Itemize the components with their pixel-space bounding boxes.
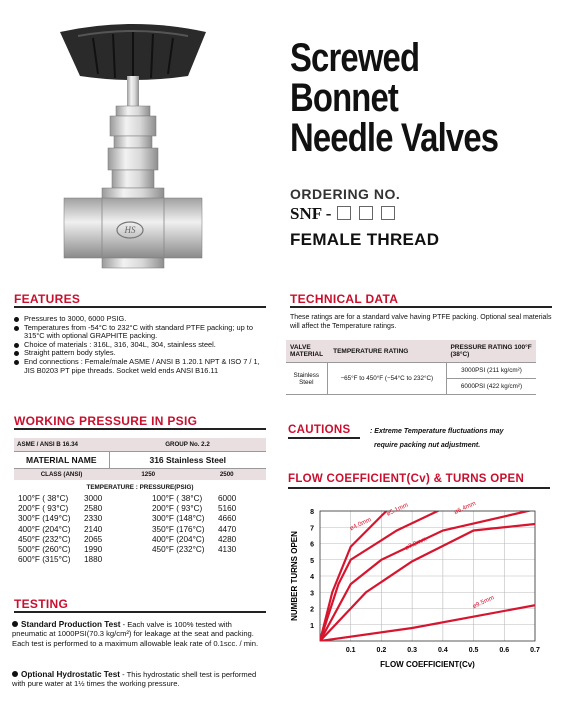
pressure-value: 2140 (84, 524, 103, 534)
testing-hydrostatic-text: - This hydrostatic shell test is performed with pure water at 1½ times the working pressure. (12, 670, 257, 689)
pressure-row (152, 514, 272, 524)
pressure-value: 1880 (84, 555, 103, 565)
pressure-value: 4470 (218, 524, 237, 534)
pressure-value: 6000 (218, 494, 237, 503)
testing-divider (14, 611, 266, 613)
pressure-row (18, 545, 138, 555)
series-label: ø4.0mm (348, 516, 373, 533)
pressure-temp: 100°F ( 38°C) (152, 494, 203, 503)
working-class-label: CLASS (ANSI) (40, 471, 83, 478)
valve-logo: HS (124, 225, 136, 235)
working-divider (14, 428, 266, 430)
y-tick-label: 2 (310, 606, 314, 614)
pressure-temp: 450°F (232°C) (18, 534, 71, 544)
title-line-2: Bonnet (290, 76, 399, 120)
pressure-temp: 300°F (149°C) (18, 514, 71, 524)
tech-col-material: VALVE MATERIAL (290, 344, 324, 358)
working-group: GROUP No. 2.2 (165, 441, 210, 448)
pressure-value: 5160 (218, 504, 237, 514)
pressure-row (18, 535, 138, 545)
pressure-row (18, 504, 138, 514)
y-tick-label: 5 (310, 557, 314, 565)
pressure-row (18, 514, 138, 524)
x-tick-label: 0.2 (376, 647, 387, 654)
feature-item: End connections : Female/male ASME / ANSI B 1.20.1 NPT & ISO 7 / 1, JIS B0203 PT pipe threads. Socket weld ends ANSI B16.11 (14, 358, 270, 375)
feature-item: Choice of materials : 316L, 316, 304L, 304, stainless steel. (14, 341, 270, 350)
y-axis-label: NUMBER TURNS OPEN (290, 531, 299, 621)
testing-heading: TESTING (14, 597, 69, 611)
features-heading: FEATURES (14, 292, 81, 306)
flow-chart (285, 495, 555, 675)
x-tick-label: 0.3 (407, 647, 418, 654)
tech-material: Stainless Steel (286, 363, 327, 395)
ordering-box-3 (381, 206, 395, 220)
y-tick-label: 7 (310, 525, 314, 533)
features-divider (14, 306, 266, 308)
feature-item: Temperatures from -54°C to 232°C with standard PTFE packing; up to 315°C with optional GRAPHITE packing. (14, 324, 270, 341)
pressure-temp: 200°F ( 93°C) (18, 504, 69, 514)
technical-heading: TECHNICAL DATA (290, 292, 399, 306)
pressure-value: 3000 (84, 494, 103, 503)
working-temp-header: TEMPERATURE : PRESSURE(PSIG) (86, 484, 194, 491)
pressure-value: 4130 (218, 545, 237, 555)
x-tick-label: 0.7 (530, 647, 540, 654)
pressure-temp: 350°F (176°C) (152, 524, 205, 534)
y-tick-label: 8 (310, 509, 314, 516)
series-line (320, 605, 535, 641)
ordering-label: ORDERING NO. (290, 186, 401, 202)
working-class-2: 2500 (219, 471, 234, 478)
pressure-row (18, 494, 138, 504)
pressure-temp: 400°F (204°C) (152, 534, 205, 544)
pressure-temp: 300°F (148°C) (152, 514, 205, 524)
y-tick-label: 3 (310, 590, 314, 598)
valve-illustration (38, 18, 228, 278)
pressure-row (18, 525, 138, 535)
title-line-3: Needle Valves (290, 116, 499, 160)
pressure-row (152, 535, 272, 545)
x-axis-label: FLOW COEFFICIENT(Cv) (380, 660, 475, 669)
working-material-label: MATERIAL NAME (14, 452, 109, 469)
x-tick-label: 0.5 (468, 647, 479, 654)
testing-standard-text: - Each valve is 100% tested with pneumatic at 1000PSI(70.3 kg/cm²) for leakage at the seat and packing. Each test is performed to a maximum allowable leak rate of 0.1scc. / min. (12, 620, 259, 648)
cautions-text-1: : Extreme Temperature fluctuations may (370, 428, 504, 435)
series-label: ø6.4mm (453, 499, 477, 517)
tech-col-temp: TEMPERATURE RATING (333, 347, 409, 355)
working-heading: WORKING PRESSURE IN PSIG (14, 414, 198, 428)
cautions-divider (288, 437, 360, 439)
pressure-temp: 100°F ( 38°C) (18, 494, 69, 503)
feature-item: Pressures to 3000, 6000 PSIG. (14, 315, 270, 324)
pressure-temp: 450°F (232°C) (152, 545, 205, 555)
features-list (14, 315, 270, 375)
working-left-list (18, 494, 138, 565)
series-label: ø7.9mm (403, 535, 428, 552)
testing-standard (12, 620, 268, 648)
pressure-value: 4280 (218, 534, 237, 544)
chart-title: FLOW COEFFICIENT(Cv) & TURNS OPEN (288, 473, 525, 485)
working-table (14, 438, 266, 480)
pressure-value: 4660 (218, 514, 237, 524)
ordering-box-2 (359, 206, 373, 220)
y-tick-label: 6 (310, 541, 314, 549)
testing-standard-title: Standard Production Test (21, 620, 121, 629)
technical-note: These ratings are for a standard valve having PTFE packing. Optional seal materials will affect the Temperature ratings. (290, 314, 552, 330)
pressure-value: 2065 (84, 534, 103, 544)
tech-pressure-2: 6000PSI (422 kg/cm²) (446, 379, 536, 395)
pressure-row (152, 545, 272, 555)
page-title (290, 38, 511, 158)
feature-item: Straight pattern body styles. (14, 349, 270, 358)
title-line-1: Screwed (290, 36, 420, 80)
x-tick-label: 0.6 (499, 647, 510, 654)
pressure-temp: 600°F (315°C) (18, 555, 71, 565)
pressure-value: 2330 (84, 514, 103, 524)
pressure-temp: 200°F ( 93°C) (152, 504, 203, 514)
working-class-1: 1250 (141, 471, 156, 478)
cautions-text-2: require packing nut adjustment. (374, 442, 481, 449)
pressure-row (18, 555, 138, 565)
x-tick-label: 0.1 (345, 647, 356, 654)
bullet-icon (12, 621, 18, 627)
working-material: 316 Stainless Steel (149, 455, 227, 465)
y-tick-label: 4 (310, 574, 314, 581)
series-label: ø9.5mm (471, 594, 496, 611)
testing-hydrostatic (12, 670, 268, 689)
pressure-row (152, 494, 272, 504)
ordering-box-1 (337, 206, 351, 220)
pressure-temp: 400°F (204°C) (18, 524, 71, 534)
tech-col-pressure: PRESSURE RATING 100°F (38°C) (450, 344, 532, 358)
pressure-value: 1990 (84, 545, 103, 555)
technical-table (286, 340, 536, 395)
pressure-value: 2580 (84, 504, 103, 514)
working-std: ASME / ANSI B 16.34 (17, 441, 78, 448)
cautions-heading: CAUTIONS (288, 424, 351, 436)
tech-pressure-1: 3000PSI (211 kg/cm²) (446, 363, 536, 379)
thread-type: FEMALE THREAD (290, 230, 440, 249)
pressure-row (152, 525, 272, 535)
pressure-temp: 500°F (260°C) (18, 545, 71, 555)
chart-divider (288, 487, 550, 489)
y-tick-label: 1 (310, 622, 314, 630)
tech-range: −65°F to 450°F (−54°C to 232°C) (327, 363, 446, 395)
testing-hydrostatic-title: Optional Hydrostatic Test (21, 670, 121, 679)
ordering-code: SNF - (290, 204, 332, 223)
working-right-list (152, 494, 272, 555)
bullet-icon (12, 671, 18, 677)
technical-divider (290, 306, 552, 308)
series-label: ø5.1mm (385, 501, 410, 518)
x-tick-label: 0.4 (437, 647, 448, 654)
pressure-row (152, 504, 272, 514)
